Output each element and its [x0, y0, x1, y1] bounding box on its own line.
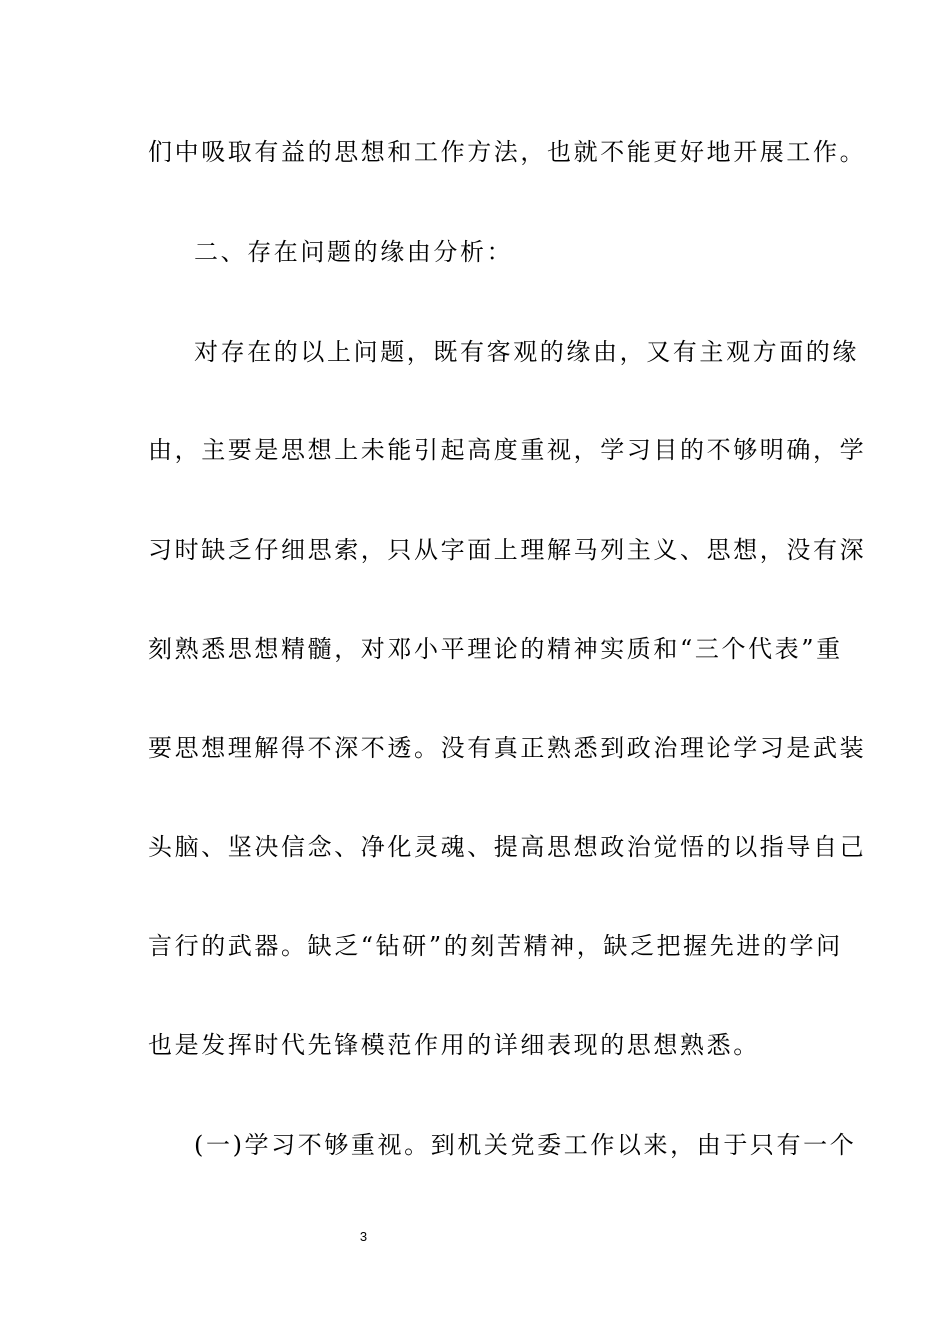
section-heading: 二、存在问题的缘由分析： [194, 238, 514, 266]
page-number: 3 [359, 1229, 368, 1244]
paragraph-line: 言行的武器。缺乏“钻研”的刻苦精神，缺乏把握先进的学问 [148, 932, 843, 960]
paragraph-line: 们中吸取有益的思想和工作方法，也就不能更好地开展工作。 [148, 138, 867, 166]
subsection-line: (一)学习不够重视。到机关党委工作以来，由于只有一个 [194, 1131, 857, 1159]
paragraph-line: 也是发挥时代先锋模范作用的详细表现的思想熟悉。 [148, 1031, 760, 1059]
paragraph-line: 刻熟悉思想精髓，对邓小平理论的精神实质和“三个代表”重 [148, 635, 843, 663]
paragraph-line: 头脑、坚决信念、净化灵魂、提高思想政治觉悟的以指导自己 [148, 833, 867, 861]
paragraph-line: 对存在的以上问题，既有客观的缘由，又有主观方面的缘 [194, 338, 859, 366]
paragraph-line: 由，主要是思想上未能引起高度重视，学习目的不够明确，学 [148, 436, 867, 464]
paragraph-line: 习时缺乏仔细思索，只从字面上理解马列主义、思想，没有深 [148, 536, 867, 564]
paragraph-line: 要思想理解得不深不透。没有真正熟悉到政治理论学习是武装 [148, 734, 867, 762]
